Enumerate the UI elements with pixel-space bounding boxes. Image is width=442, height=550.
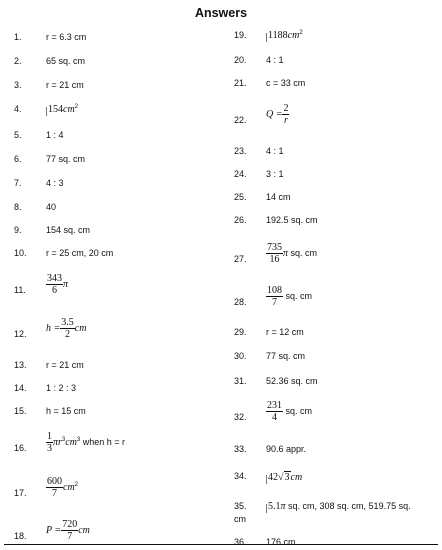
answers-title: Answers: [194, 6, 248, 20]
fraction: $\frac{720}{7}$: [62, 519, 78, 542]
cursor-tick: [266, 33, 267, 42]
sqrt-sign: √: [278, 472, 284, 483]
fraction: $\frac{735}{16}$: [267, 242, 282, 265]
cursor-tick: [266, 475, 267, 484]
fraction: $\frac{1}{3}$: [47, 431, 52, 454]
fraction: $\frac{600}{7}$: [47, 476, 62, 499]
fraction: $\frac{2}{r}$: [283, 103, 289, 126]
cursor-tick: [266, 504, 267, 513]
fraction: $\frac{343}{6}$: [47, 273, 62, 296]
bottom-rule: [4, 544, 438, 545]
fraction: $\frac{108}{7}$: [267, 285, 282, 308]
fraction: $\frac{3.5}{2}$: [61, 317, 74, 340]
cursor-tick: [46, 107, 47, 116]
fraction: $\frac{231}{4}$: [267, 400, 282, 423]
